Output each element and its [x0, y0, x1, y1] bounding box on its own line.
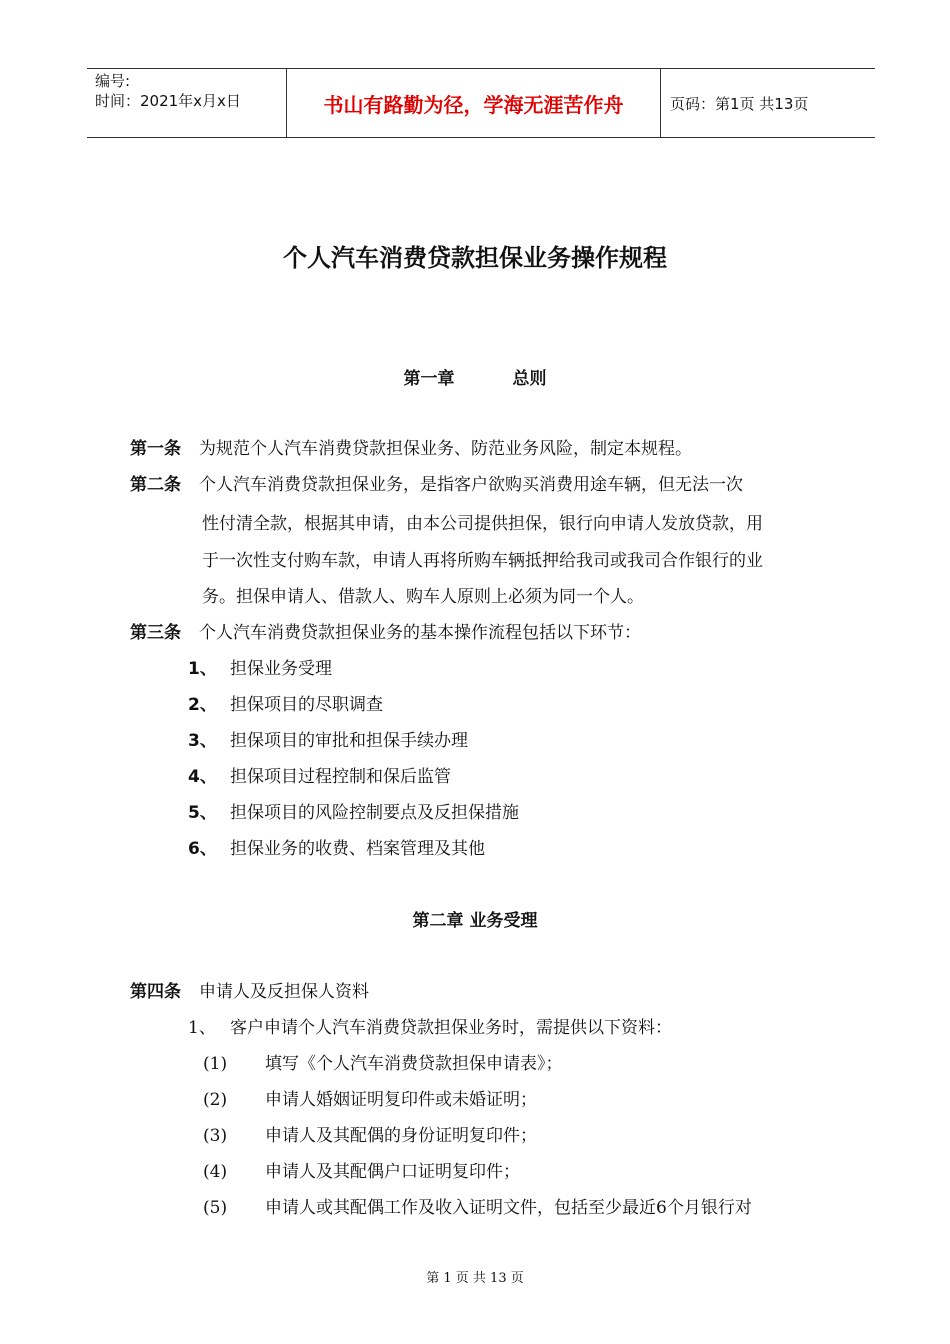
page-footer: 第 1 页 共 13 页	[426, 1271, 524, 1286]
article-2-line: 性付清全款，根据其申请，由本公司提供担保，银行向申请人发放贷款，用	[202, 514, 763, 534]
list-item-number: 6、	[188, 839, 217, 859]
header-page-label: 页码：第1页 共13页	[670, 94, 809, 113]
chapter-2-heading: 第二章 业务受理	[412, 911, 538, 931]
header-motto: 书山有路勤为径，学海无涯苦作舟	[323, 92, 624, 117]
list-item-number: (2)	[203, 1090, 228, 1110]
list-item-text: 申请人及其配偶的身份证明复印件；	[265, 1126, 537, 1146]
list-item	[188, 690, 383, 715]
list-item-text: 担保业务受理	[230, 659, 332, 679]
article-2-line: 务。担保申请人、借款人、购车人原则上必须为同一个人。	[202, 587, 644, 607]
list-item-number: (5)	[203, 1198, 228, 1218]
list-item-text: 担保项目过程控制和保后监管	[230, 767, 451, 787]
article-3-text: 个人汽车消费贷款担保业务的基本操作流程包括以下环节：	[199, 623, 641, 643]
article-3	[130, 618, 641, 643]
list-item-number: 2、	[188, 695, 217, 715]
subitem-text: 客户申请个人汽车消费贷款担保业务时，需提供以下资料：	[230, 1018, 672, 1038]
list-item-number: (4)	[203, 1162, 228, 1182]
list-item	[188, 762, 451, 787]
time-label: 时间：2021年x月x日	[95, 92, 241, 110]
document-title: 个人汽车消费贷款担保业务操作规程	[283, 244, 667, 272]
list-item-text: 担保业务的收费、档案管理及其他	[230, 839, 485, 859]
article-2	[130, 470, 743, 495]
list-item	[188, 726, 468, 751]
list-item	[203, 1049, 563, 1074]
article-2-line: 个人汽车消费贷款担保业务，是指客户欲购买消费用途车辆，但无法一次	[199, 475, 743, 495]
list-item	[188, 834, 485, 859]
list-item-number: 3、	[188, 731, 217, 751]
list-item	[188, 654, 332, 679]
list-item-number: (3)	[203, 1126, 228, 1146]
article-4	[130, 977, 369, 1002]
subitem-number: 1、	[188, 1018, 216, 1038]
list-item	[203, 1121, 537, 1146]
list-item-number: 4、	[188, 767, 217, 787]
article-1-text: 为规范个人汽车消费贷款担保业务、防范业务风险，制定本规程。	[199, 439, 692, 459]
list-item	[188, 798, 519, 823]
list-item	[203, 1193, 752, 1218]
article-4-label: 第四条	[130, 982, 181, 1002]
article-4-subitem	[188, 1013, 672, 1038]
header-divider	[660, 69, 661, 137]
number-label: 编号:	[95, 72, 131, 90]
list-item-number: 5、	[188, 803, 217, 823]
article-3-label: 第三条	[130, 623, 181, 643]
list-item-text: 申请人及其配偶户口证明复印件；	[265, 1162, 520, 1182]
article-2-line: 于一次性支付购车款，申请人再将所购车辆抵押给我司或我司合作银行的业	[202, 551, 763, 571]
list-item	[203, 1085, 537, 1110]
list-item-text: 担保项目的审批和担保手续办理	[230, 731, 468, 751]
page-header	[87, 68, 875, 138]
list-item	[203, 1157, 520, 1182]
article-1-label: 第一条	[130, 439, 181, 459]
list-item-text: 担保项目的风险控制要点及反担保措施	[230, 803, 519, 823]
chapter-1-heading	[0, 364, 950, 389]
list-item-number: 1、	[188, 659, 217, 679]
list-item-text: 申请人婚姻证明复印件或未婚证明；	[265, 1090, 537, 1110]
list-item-number: (1)	[203, 1054, 228, 1074]
article-1	[130, 434, 692, 459]
header-info	[95, 71, 241, 111]
article-2-label: 第二条	[130, 475, 181, 495]
chapter-1-name: 总则	[512, 369, 547, 389]
list-item-text: 担保项目的尽职调查	[230, 695, 383, 715]
article-4-text: 申请人及反担保人资料	[199, 982, 369, 1002]
chapter-1-number: 第一章	[403, 369, 455, 389]
list-item-text: 申请人或其配偶工作及收入证明文件，包括至少最近6个月银行对	[265, 1198, 752, 1218]
list-item-text: 填写《个人汽车消费贷款担保申请表》；	[265, 1054, 563, 1074]
